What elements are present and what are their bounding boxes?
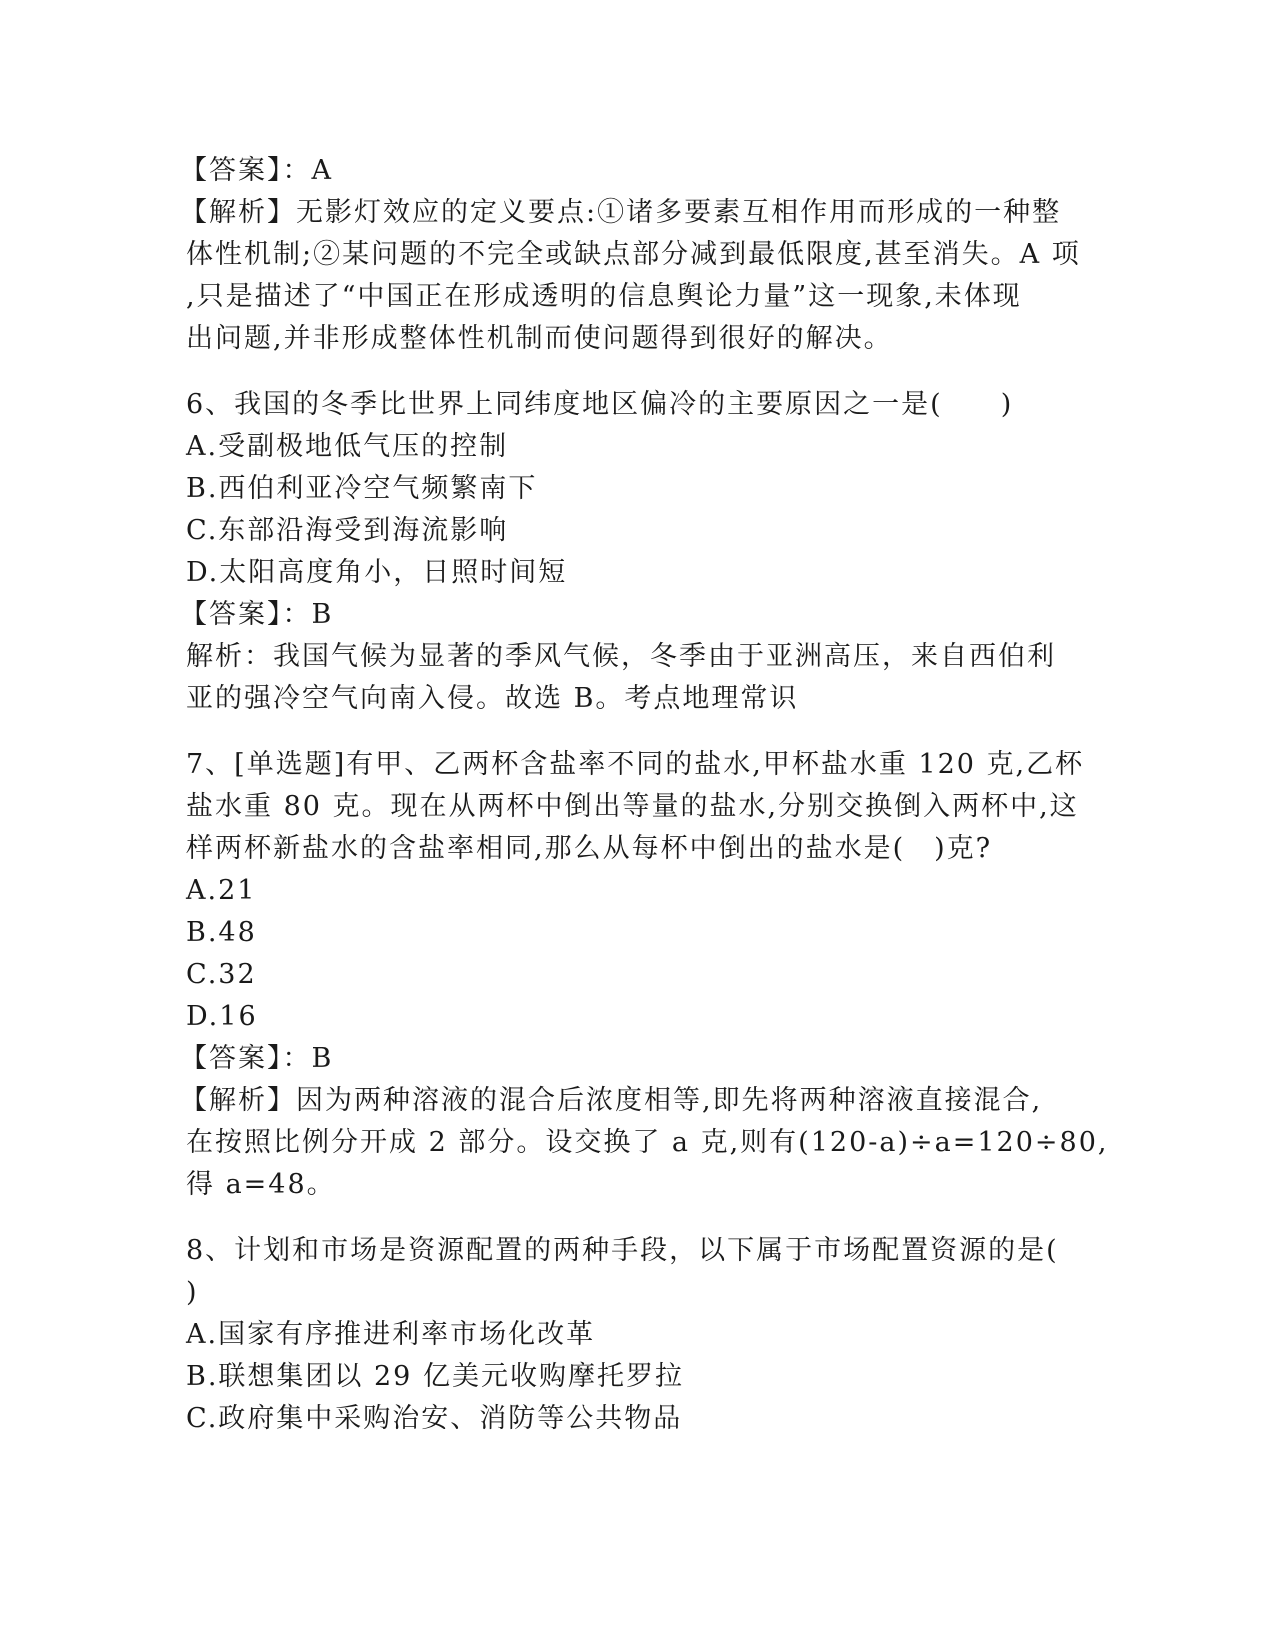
spacer [186,720,1086,744]
question-stem: 样两杯新盐水的含盐率相同,那么从每杯中倒出的盐水是( )克? [186,833,993,864]
option-d: D.16 [186,1001,258,1032]
option-c: C.32 [186,959,257,990]
option-b: B.西伯利亚冷空气频繁南下 [186,473,538,504]
spacer [186,360,1086,384]
option-b: B.48 [186,917,257,948]
explanation-line: 在按照比例分开成 2 部分。设交换了 a 克,则有(120-a)÷a=120÷80, [186,1127,1109,1158]
option-c: C.东部沿海受到海流影响 [186,515,509,546]
question-7 [180,744,1109,1206]
question-stem: 7、[单选题]有甲、乙两杯含盐率不同的盐水,甲杯盐水重 120 克,乙杯 [186,749,1085,780]
question-stem: 盐水重 80 克。现在从两杯中倒出等量的盐水,分别交换倒入两杯中,这 [186,791,1079,822]
option-a: A.21 [186,875,257,906]
answer-label: 【答案】：B [180,1043,334,1074]
explanation-line: 【解析】因为两种溶液的混合后浓度相等,即先将两种溶液直接混合, [180,1085,1043,1116]
spacer [186,1206,1086,1230]
explanation-line: 解析：我国气候为显著的季风气候，冬季由于亚洲高压，来自西伯利 [186,641,1056,672]
explanation-line: ,只是描述了“中国正在形成透明的信息舆论力量”这一现象,未体现 [186,281,1022,312]
option-b: B.联想集团以 29 亿美元收购摩托罗拉 [186,1361,684,1392]
option-c: C.政府集中采购治安、消防等公共物品 [186,1403,683,1434]
explanation-line: 【解析】无影灯效应的定义要点:①诸多要素互相作用而形成的一种整 [180,197,1062,228]
option-a: A.受副极地低气压的控制 [186,431,509,462]
question-6 [180,384,1086,720]
question-stem: 6、我国的冬季比世界上同纬度地区偏冷的主要原因之一是( ) [186,389,1014,420]
document-page [180,150,1109,1440]
explanation-line: 体性机制;②某问题的不完全或缺点部分减到最低限度,甚至消失。A 项 [186,239,1081,270]
explanation-line: 出问题,并非形成整体性机制而使问题得到很好的解决。 [186,323,893,354]
question-stem: 8、计划和市场是资源配置的两种手段，以下属于市场配置资源的是( [186,1235,1059,1266]
option-d: D.太阳高度角小，日照时间短 [186,557,568,588]
question-stem: ) [186,1277,199,1308]
explanation-line: 得 a=48。 [186,1169,336,1200]
option-a: A.国家有序推进利率市场化改革 [186,1319,596,1350]
answer-label: 【答案】：B [180,599,334,630]
q5-answer-block [180,150,1086,360]
answer-label: 【答案】：A [180,155,333,186]
explanation-line: 亚的强冷空气向南入侵。故选 B。考点地理常识 [186,683,799,714]
question-8 [186,1230,1086,1440]
